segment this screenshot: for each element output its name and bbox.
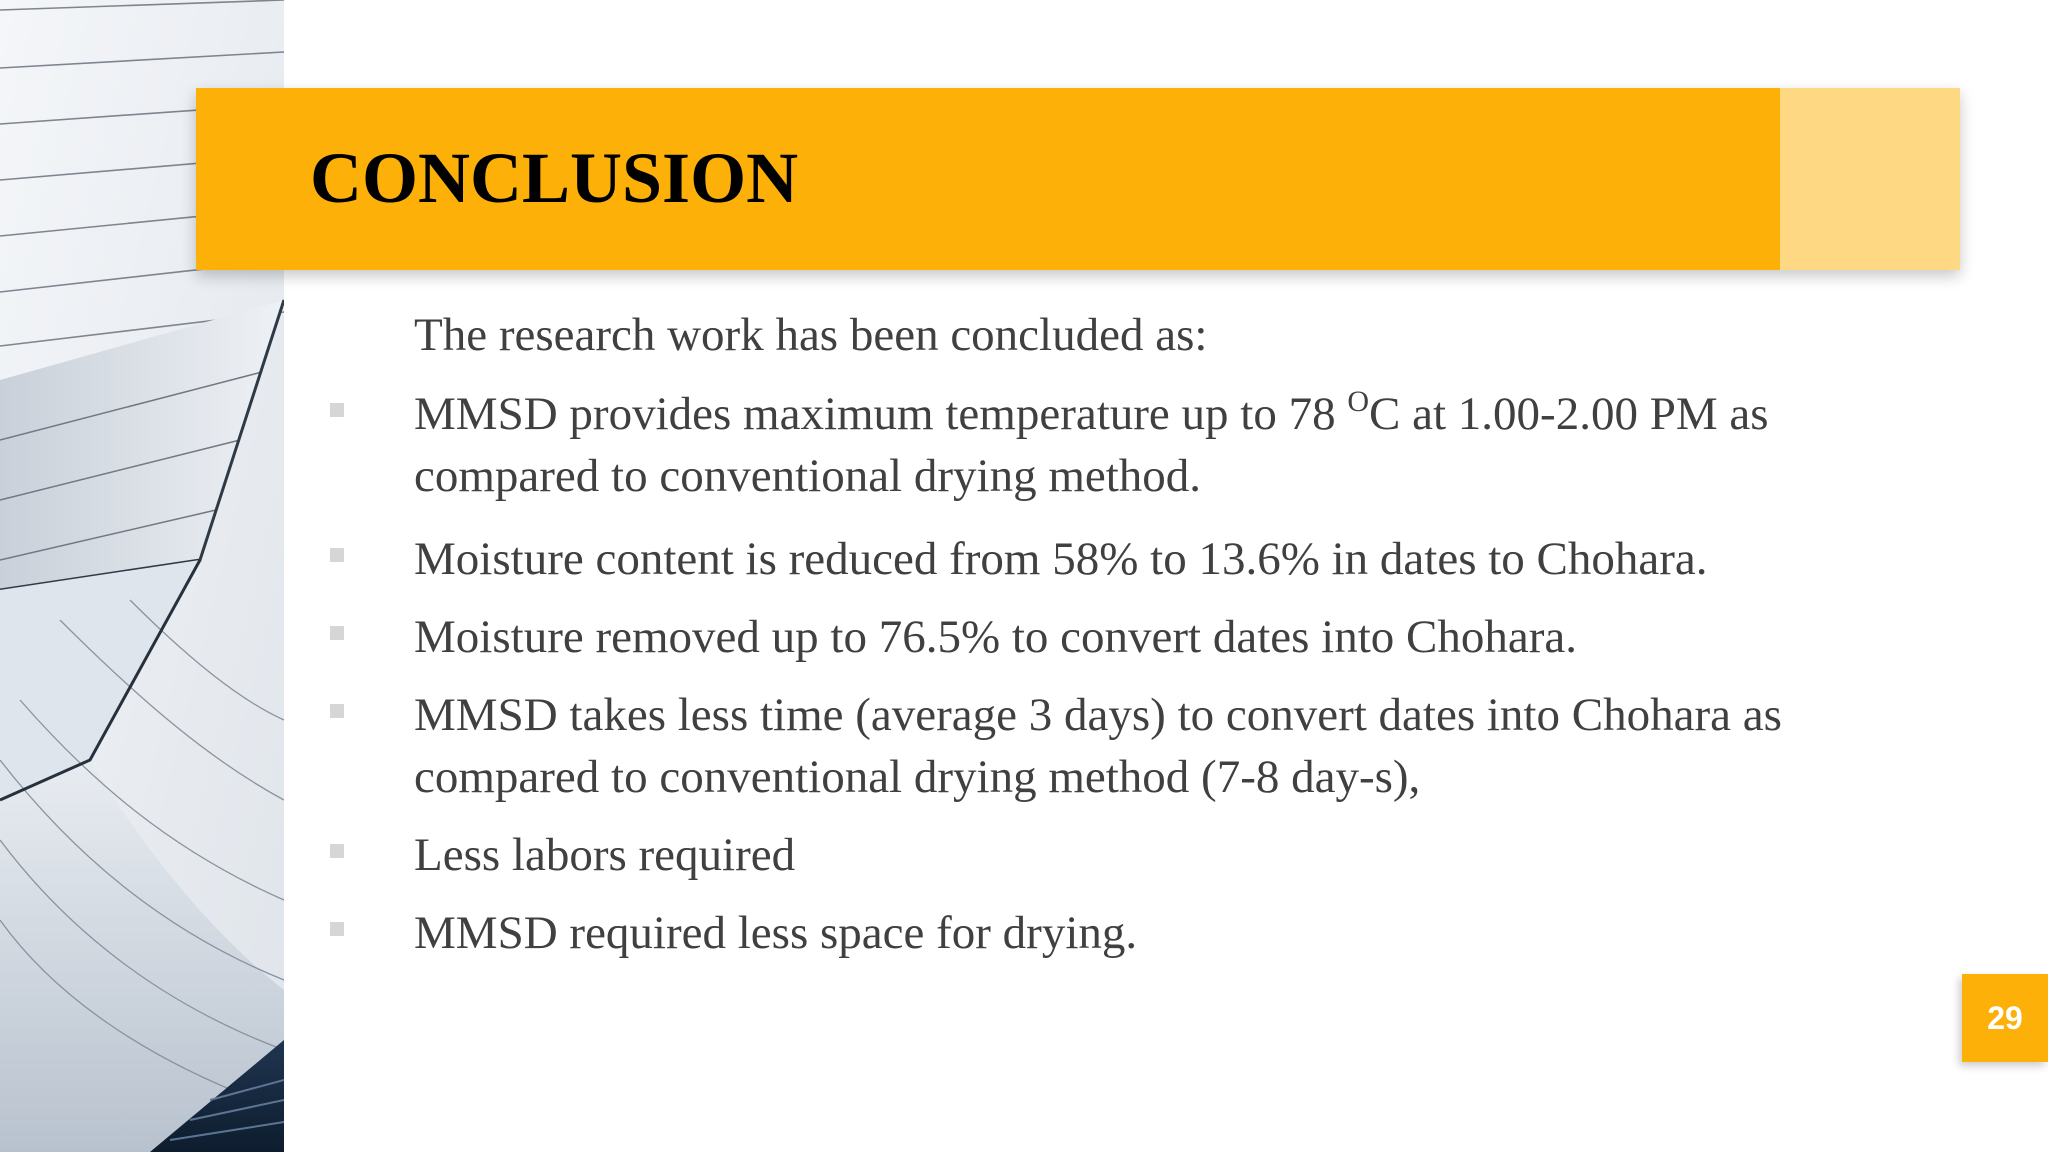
degree-superscript: O [1347,385,1370,418]
bullet-text: MMSD provides maximum temperature up to 78 [414,388,1348,440]
intro-text: The research work has been concluded as: [414,309,1208,361]
square-bullet-icon [330,704,344,718]
bullet-item [414,824,1934,886]
square-bullet-icon [330,403,344,417]
bullet-item [414,383,1934,507]
bullet-line: MMSD takes less time (average 3 days) to convert dates into Chohara as [414,689,1782,741]
bullet-line: compared to conventional drying method (7-8 day-s), [414,751,1421,803]
bullet-line: compared to conventional drying method. [414,450,1202,502]
bullet-item [414,684,1934,808]
bullet-item [414,606,1934,668]
slide-title: CONCLUSION [310,138,799,218]
bullet-item [414,528,1934,590]
bullet-line [414,383,1934,445]
bullet-line: Moisture content is reduced from 58% to 13.6% in dates to Chohara. [414,533,1708,585]
square-bullet-icon [330,844,344,858]
square-bullet-icon [330,626,344,640]
bullet-line: MMSD required less space for drying. [414,907,1138,959]
square-bullet-icon [330,548,344,562]
bullet-item [414,902,1934,964]
page-number-badge: 29 [1962,974,2048,1062]
bullet-text: C at 1.00-2.00 PM as [1369,388,1769,440]
bullet-line: Moisture removed up to 76.5% to convert dates into Chohara. [414,611,1577,663]
bullet-line: Less labors required [414,829,796,881]
square-bullet-icon [330,922,344,936]
